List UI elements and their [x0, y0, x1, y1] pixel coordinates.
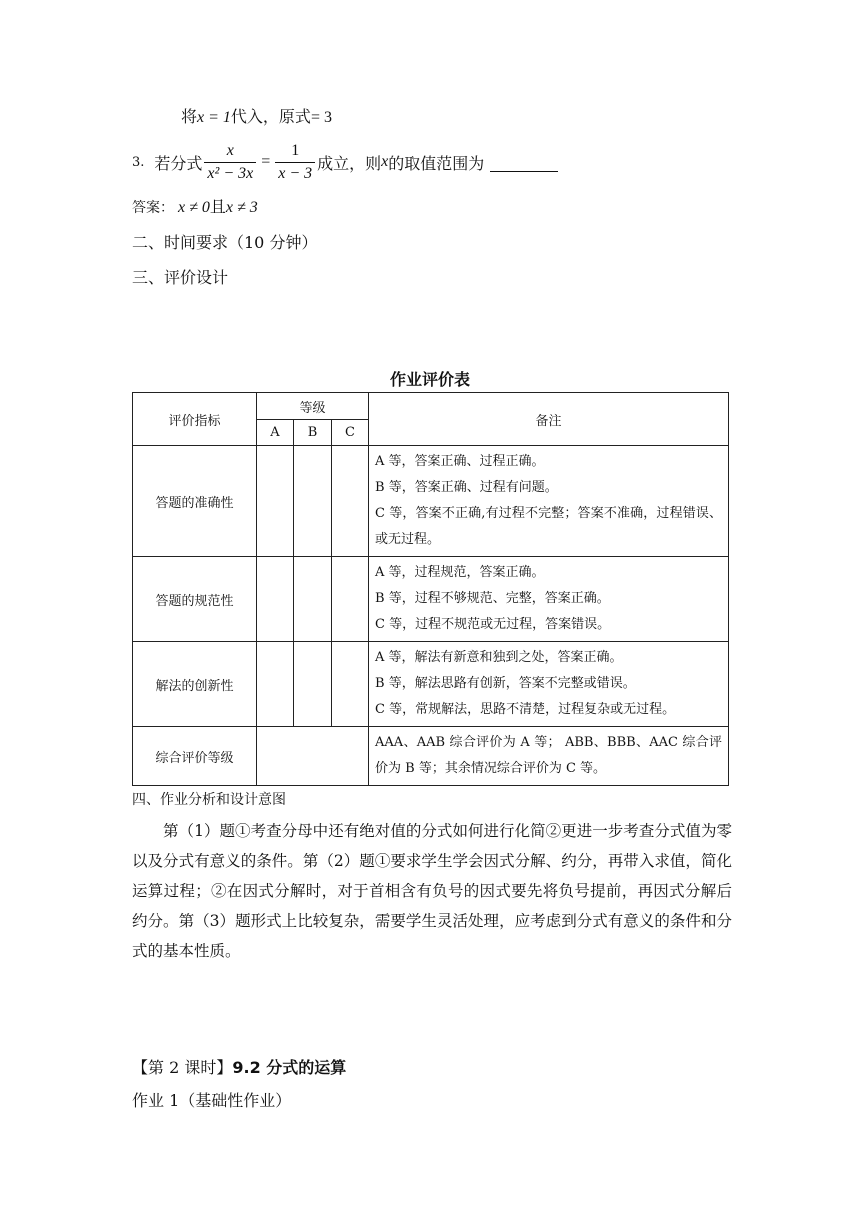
- grade-a-cell: [257, 446, 294, 557]
- lesson-bracket: 【第 2 课时】: [132, 1058, 233, 1077]
- answer-blank: [490, 153, 558, 172]
- answer-conjunction: 且: [209, 197, 226, 216]
- answer-line: [132, 194, 258, 217]
- grade-c-cell: [332, 642, 369, 727]
- table-row-summary: [133, 727, 729, 786]
- note-line: A 等，过程规范，答案正确。: [375, 565, 545, 580]
- indicator-cell: 答题的规范性: [133, 557, 257, 642]
- question-text-middle: 成立，则: [317, 153, 382, 173]
- indicator-cell: 解法的创新性: [133, 642, 257, 727]
- note-cell: [369, 446, 729, 557]
- lesson-heading: [132, 1055, 346, 1078]
- note-cell: [369, 642, 729, 727]
- note-line: C 等，答案不正确,有过程不完整；答案不准确，过程错误、或无过程。: [375, 506, 723, 547]
- note-line: C 等，过程不规范或无过程，答案错误。: [375, 617, 611, 632]
- indicator-cell: 答题的准确性: [133, 446, 257, 557]
- answer-label: 答案：: [132, 200, 174, 216]
- grade-a-cell: [257, 642, 294, 727]
- section-analysis-heading: 四、作业分析和设计意图: [132, 792, 286, 808]
- table-row: [133, 446, 729, 557]
- answer-condition-a: x ≠ 0: [178, 199, 210, 216]
- note-line: B 等，过程不够规范、完整，答案正确。: [375, 591, 610, 606]
- table-title: 作业评价表: [389, 370, 470, 389]
- header-note: 备注: [369, 393, 729, 446]
- table-row: [133, 642, 729, 727]
- lesson-title: 9.2 分式的运算: [232, 1058, 347, 1077]
- substitute-math: x = 1: [197, 109, 231, 126]
- homework-heading: 作业 1（基础性作业）: [132, 1091, 292, 1110]
- note-line: B 等，解法思路有创新，答案不完整或错误。: [375, 676, 636, 691]
- grade-b-cell: [294, 642, 332, 727]
- answer-condition-b: x ≠ 3: [225, 199, 258, 216]
- grade-a-cell: [257, 557, 294, 642]
- fraction-numerator: x: [226, 141, 234, 159]
- question-text-suffix: 的取值范围为: [388, 153, 485, 173]
- grade-b-cell: [294, 557, 332, 642]
- header-grade: 等级: [257, 393, 369, 420]
- summary-note-cell: AAA、AAB 综合评价为 A 等； ABB、BBB、AAC 综合评价为 B 等；其余情况综合评价为 C 等。: [369, 727, 729, 786]
- grade-c-cell: [332, 557, 369, 642]
- note-line: A 等，答案正确、过程正确。: [375, 454, 545, 469]
- summary-grade-cell: [257, 727, 369, 786]
- fraction-denominator: x − 3: [275, 162, 315, 185]
- grade-c-cell: [332, 446, 369, 557]
- table-row: [133, 557, 729, 642]
- question-text-prefix: 若分式: [154, 153, 203, 173]
- question-3: [132, 138, 558, 186]
- substitution-line: [181, 104, 332, 127]
- grade-b-header: B: [294, 420, 332, 446]
- fraction-x-over-quadratic: [204, 140, 256, 185]
- substitute-result: = 3: [310, 109, 332, 126]
- substitute-text: 代入，原式: [230, 107, 311, 126]
- fraction-denominator: x² − 3x: [204, 162, 256, 185]
- substitute-prefix: 将: [181, 107, 198, 126]
- section-time-requirement: 二、时间要求（10 分钟）: [132, 233, 318, 252]
- note-line: C 等，常规解法，思路不清楚，过程复杂或无过程。: [375, 702, 676, 717]
- note-line: A 等，解法有新意和独到之处，答案正确。: [375, 650, 623, 665]
- question-variable: x: [381, 153, 389, 170]
- fraction-one-over-linear: [275, 140, 315, 185]
- summary-indicator-cell: 综合评价等级: [133, 727, 257, 786]
- analysis-paragraph: 第（1）题①考查分母中还有绝对值的分式如何进行化简②更进一步考查分式值为零以及分式有意义的条件。第（2）题①要求学生学会因式分解、约分，再带入求值，简化运算过程；②在因式分解时，对于首相含有负号的因式要先将负号提前，再因式分解后约分。第（3）题形式上比较复杂，需要学生灵活处理，应考虑到分式有意义的条件和分式的基本性质。: [132, 822, 732, 960]
- evaluation-table: [132, 392, 729, 786]
- section-evaluation-design: 三、评价设计: [132, 268, 229, 287]
- grade-c-header: C: [332, 420, 369, 446]
- header-indicator: 评价指标: [133, 393, 257, 446]
- equals-sign: =: [261, 153, 271, 170]
- question-number: 3.: [132, 154, 145, 170]
- note-cell: [369, 557, 729, 642]
- note-line: B 等，答案正确、过程有问题。: [375, 480, 558, 495]
- grade-b-cell: [294, 446, 332, 557]
- grade-a-header: A: [257, 420, 294, 446]
- fraction-numerator: 1: [291, 141, 300, 159]
